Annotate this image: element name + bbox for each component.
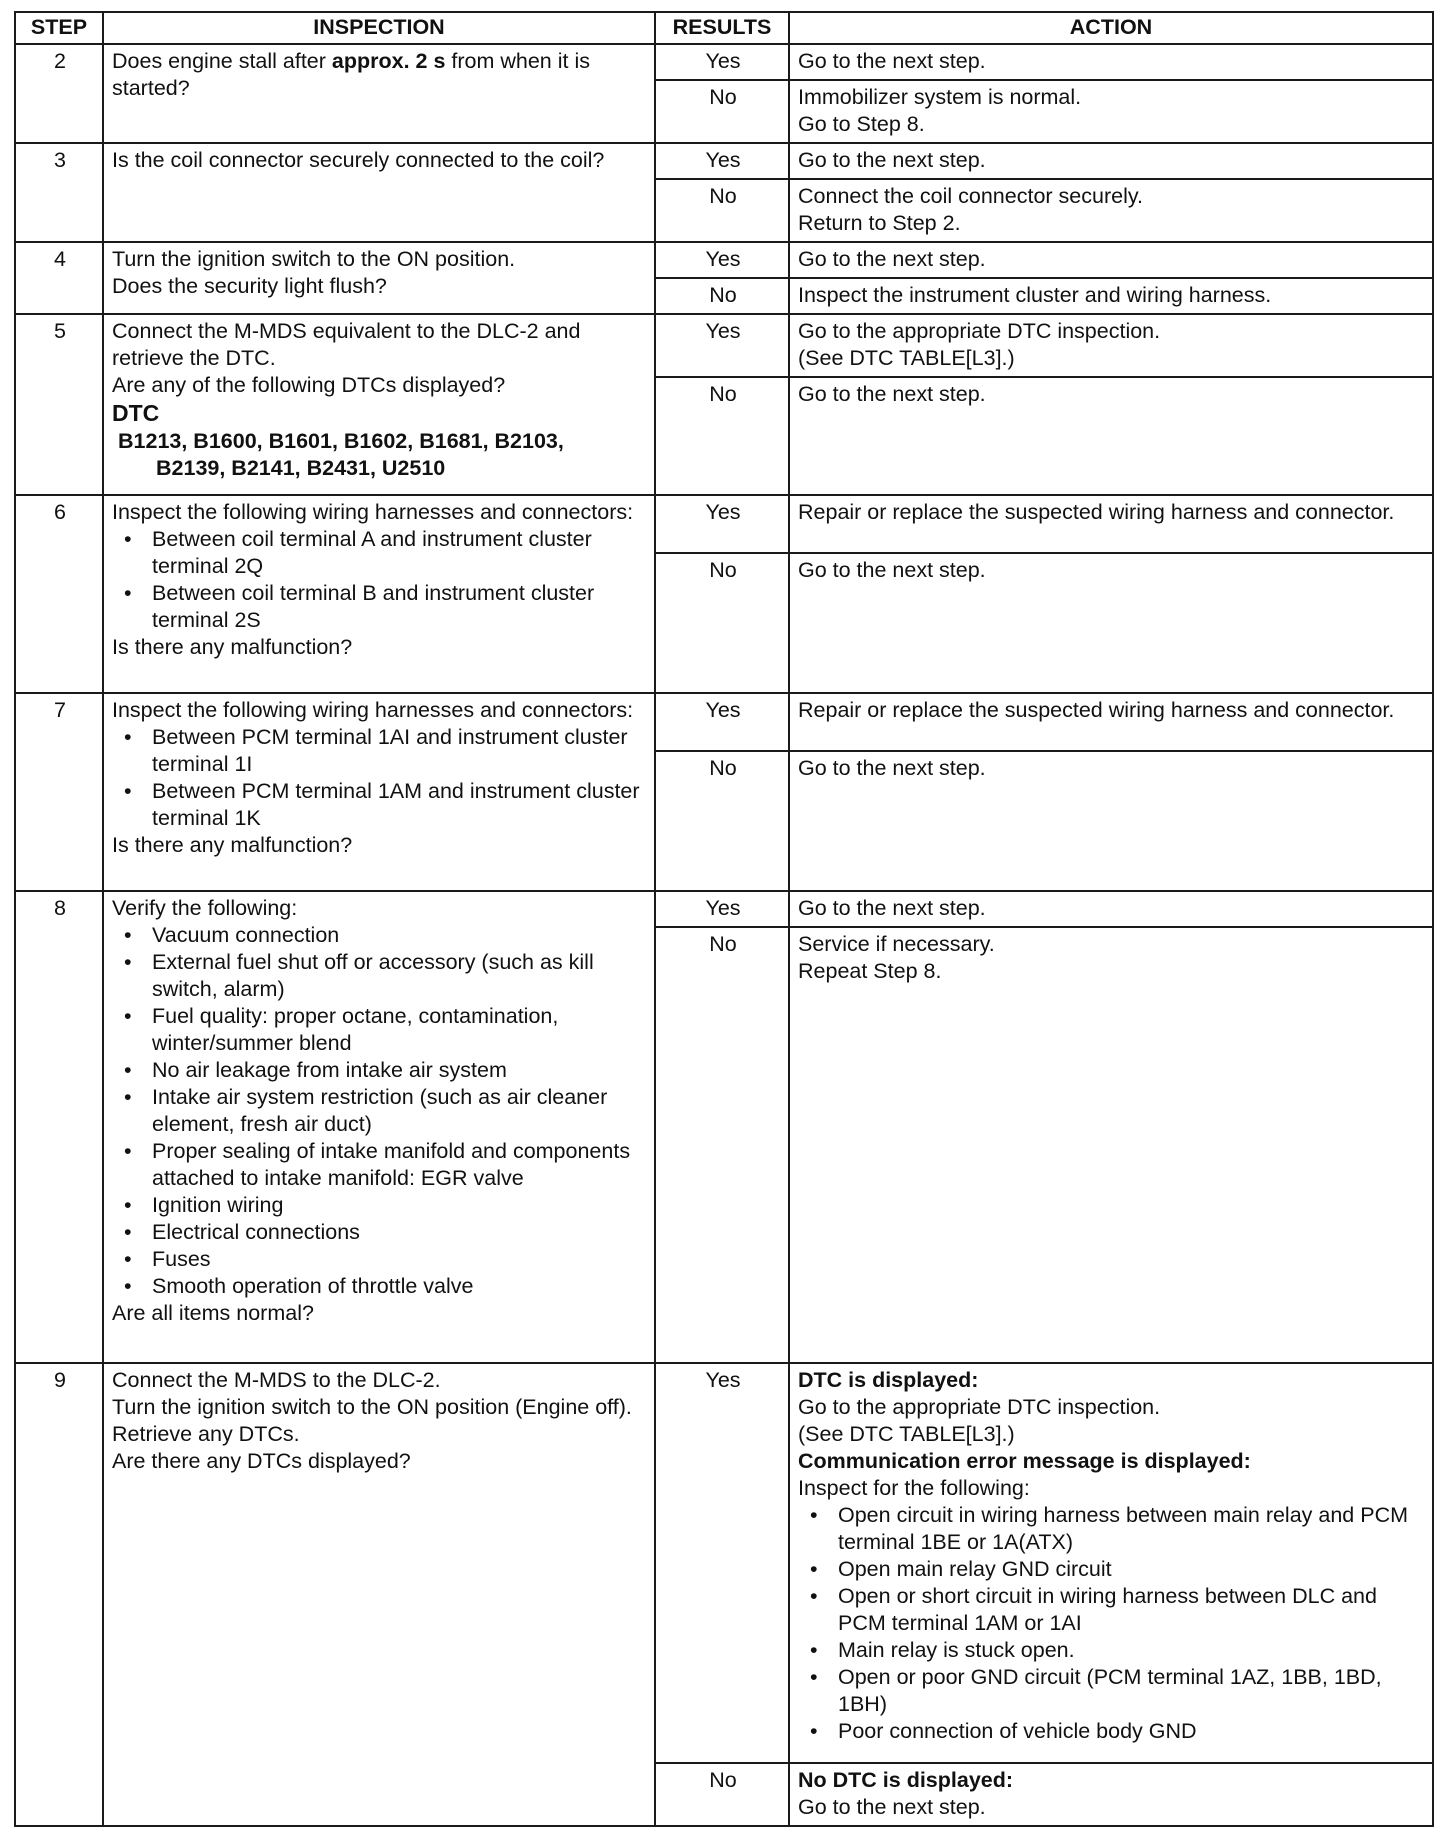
- action-yes: [789, 314, 1433, 377]
- inspection-bullets: [112, 724, 648, 832]
- action-no: [789, 377, 1433, 495]
- row-step-7-yes: [15, 693, 1433, 751]
- inspection-text: [103, 891, 655, 1363]
- dtc-label: DTC: [112, 400, 160, 426]
- step-number: 5: [15, 314, 103, 495]
- inspection-line: Turn the ignition switch to the ON position (Engine off).: [112, 1395, 632, 1419]
- action-line: Immobilizer system is normal.: [798, 85, 1082, 109]
- dtc-codes-line: B1213, B1600, B1601, B1602, B1681, B2103,: [118, 429, 564, 453]
- bullet-item: • Smooth operation of throttle valve: [112, 1273, 648, 1300]
- step-number: 3: [15, 143, 103, 242]
- action-no: [789, 927, 1433, 1363]
- bullet-item: • Ignition wiring: [112, 1192, 648, 1219]
- row-step-9-yes: [15, 1363, 1433, 1763]
- inspection-question: Is there any malfunction?: [112, 635, 353, 659]
- action-no: [789, 553, 1433, 693]
- action-line: (See DTC TABLE[L3].): [798, 1422, 1015, 1446]
- action-no: [789, 1763, 1433, 1826]
- row-step-6-yes: [15, 495, 1433, 553]
- inspection-question: Is there any malfunction?: [112, 833, 353, 857]
- result-yes: Yes: [655, 242, 789, 278]
- action-line: Go to the next step.: [798, 1795, 986, 1819]
- header-row: [15, 12, 1433, 44]
- action-no: [789, 751, 1433, 891]
- result-yes: Yes: [655, 495, 789, 553]
- bullet-item: • Between PCM terminal 1AM and instrument cluster terminal 1K: [112, 778, 648, 832]
- bullet-item: • Intake air system restriction (such as air cleaner element, fresh air duct): [112, 1084, 648, 1138]
- action-line: Inspect for the following:: [798, 1476, 1030, 1500]
- action-heading: No DTC is displayed:: [798, 1768, 1014, 1792]
- step-number: 7: [15, 693, 103, 891]
- result-yes: Yes: [655, 891, 789, 927]
- bullet-item: • Open or short circuit in wiring harness between DLC and PCM terminal 1AM or 1AI: [798, 1583, 1426, 1637]
- bullet-item: • Between coil terminal B and instrument cluster terminal 2S: [112, 580, 648, 634]
- result-yes: Yes: [655, 693, 789, 751]
- inspection-text: [103, 143, 655, 242]
- bullet-item: • Open or poor GND circuit (PCM terminal 1AZ, 1BB, 1BD, 1BH): [798, 1664, 1426, 1718]
- inspection-bullets: [112, 922, 648, 1300]
- action-line: Go to the next step.: [798, 756, 986, 780]
- action-yes: [789, 1363, 1433, 1763]
- result-no: No: [655, 80, 789, 143]
- row-step-5-yes: [15, 314, 1433, 377]
- bullet-item: • External fuel shut off or accessory (such as kill switch, alarm): [112, 949, 648, 1003]
- bullet-item: • Proper sealing of intake manifold and components attached to intake manifold: EGR valve: [112, 1138, 648, 1192]
- inspection-text: [103, 44, 655, 143]
- inspection-text-bold: approx. 2 s: [331, 49, 446, 73]
- result-no: No: [655, 553, 789, 693]
- inspection-text: [103, 495, 655, 693]
- result-no: No: [655, 927, 789, 1363]
- inspection-line: Are any of the following DTCs displayed?: [112, 373, 506, 397]
- action-line: (See DTC TABLE[L3].): [798, 346, 1015, 370]
- action-line: Go to the next step.: [798, 382, 986, 406]
- inspection-text-part: from when it is started?: [112, 49, 590, 100]
- result-yes: Yes: [655, 143, 789, 179]
- action-line: Repeat Step 8.: [798, 959, 942, 983]
- inspection-bullets: [112, 526, 648, 634]
- action-line: Service if necessary.: [798, 932, 995, 956]
- bullet-item: • Between PCM terminal 1AI and instrument cluster terminal 1I: [112, 724, 648, 778]
- result-no: No: [655, 278, 789, 314]
- bullet-item: • Open main relay GND circuit: [798, 1556, 1426, 1583]
- step-number: 9: [15, 1363, 103, 1826]
- result-no: No: [655, 377, 789, 495]
- inspection-text: [103, 242, 655, 314]
- action-yes: [789, 693, 1433, 751]
- step-number: 6: [15, 495, 103, 693]
- action-line: Repair or replace the suspected wiring harness and connector.: [798, 698, 1395, 722]
- bullet-item: • Fuel quality: proper octane, contamination, winter/summer blend: [112, 1003, 648, 1057]
- result-no: No: [655, 751, 789, 891]
- inspection-line: Inspect the following wiring harnesses and connectors:: [112, 500, 634, 524]
- action-line: Repair or replace the suspected wiring harness and connector.: [798, 500, 1395, 524]
- bullet-item: • No air leakage from intake air system: [112, 1057, 648, 1084]
- troubleshooting-table: [14, 11, 1434, 1827]
- inspection-line: Connect the M-MDS equivalent to the DLC-2 and retrieve the DTC.: [112, 319, 581, 370]
- bullet-item: • Main relay is stuck open.: [798, 1637, 1426, 1664]
- action-no: [789, 278, 1433, 314]
- header-inspection: INSPECTION: [103, 12, 655, 44]
- action-line: Go to the appropriate DTC inspection.: [798, 1395, 1161, 1419]
- action-yes: [789, 891, 1433, 927]
- inspection-text: [103, 693, 655, 891]
- row-step-2-yes: [15, 44, 1433, 80]
- row-step-3-yes: [15, 143, 1433, 179]
- action-bullets: [798, 1502, 1426, 1745]
- action-line: Go to Step 8.: [798, 112, 925, 136]
- header-results: RESULTS: [655, 12, 789, 44]
- inspection-line: Are there any DTCs displayed?: [112, 1449, 411, 1473]
- step-number: 4: [15, 242, 103, 314]
- action-no: [789, 179, 1433, 242]
- inspection-line: Does the security light flush?: [112, 274, 387, 298]
- inspection-line: Inspect the following wiring harnesses and connectors:: [112, 698, 634, 722]
- action-line: Go to the next step.: [798, 49, 986, 73]
- action-line: Go to the next step.: [798, 247, 986, 271]
- bullet-item: • Open circuit in wiring harness between main relay and PCM terminal 1BE or 1A(ATX): [798, 1502, 1426, 1556]
- dtc-codes-line: B2139, B2141, B2431, U2510: [156, 456, 446, 480]
- action-heading: DTC is displayed:: [798, 1368, 979, 1392]
- header-action: ACTION: [789, 12, 1433, 44]
- action-line: Inspect the instrument cluster and wiring harness.: [798, 283, 1272, 307]
- row-step-4-yes: [15, 242, 1433, 278]
- inspection-text: [103, 314, 655, 495]
- bullet-item: • Between coil terminal A and instrument cluster terminal 2Q: [112, 526, 648, 580]
- dtc-codes: [112, 428, 648, 482]
- inspection-line: Connect the M-MDS to the DLC-2.: [112, 1368, 441, 1392]
- row-step-8-yes: [15, 891, 1433, 927]
- header-step: STEP: [15, 12, 103, 44]
- inspection-line: Verify the following:: [112, 896, 298, 920]
- inspection-text: [103, 1363, 655, 1826]
- action-yes: [789, 44, 1433, 80]
- action-yes: [789, 495, 1433, 553]
- inspection-line: Turn the ignition switch to the ON position.: [112, 247, 516, 271]
- result-yes: Yes: [655, 1363, 789, 1763]
- step-number: 2: [15, 44, 103, 143]
- inspection-question: Are all items normal?: [112, 1301, 314, 1325]
- action-line: Go to the next step.: [798, 558, 986, 582]
- bullet-item: • Fuses: [112, 1246, 648, 1273]
- bullet-item: • Vacuum connection: [112, 922, 648, 949]
- action-line: Connect the coil connector securely.: [798, 184, 1143, 208]
- action-yes: [789, 143, 1433, 179]
- action-yes: [789, 242, 1433, 278]
- step-number: 8: [15, 891, 103, 1363]
- bullet-item: • Poor connection of vehicle body GND: [798, 1718, 1426, 1745]
- result-yes: Yes: [655, 314, 789, 377]
- action-line: Go to the next step.: [798, 148, 986, 172]
- result-no: No: [655, 1763, 789, 1826]
- action-line: Return to Step 2.: [798, 211, 961, 235]
- bullet-item: • Electrical connections: [112, 1219, 648, 1246]
- inspection-line: Is the coil connector securely connected to the coil?: [112, 148, 605, 172]
- action-heading: Communication error message is displayed:: [798, 1449, 1251, 1473]
- action-no: [789, 80, 1433, 143]
- inspection-line: Retrieve any DTCs.: [112, 1422, 300, 1446]
- result-no: No: [655, 179, 789, 242]
- action-line: Go to the next step.: [798, 896, 986, 920]
- action-line: Go to the appropriate DTC inspection.: [798, 319, 1161, 343]
- result-yes: Yes: [655, 44, 789, 80]
- inspection-text-part: Does engine stall after: [112, 49, 332, 73]
